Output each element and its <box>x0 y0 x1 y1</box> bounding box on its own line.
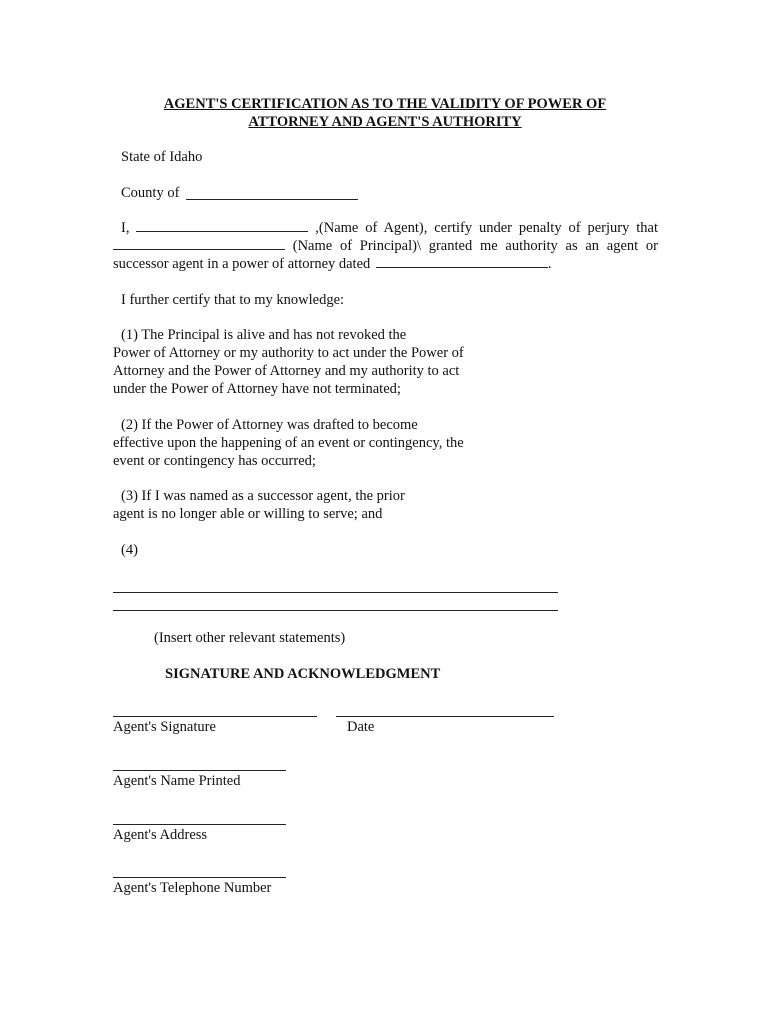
item4-label: (4) <box>121 542 138 558</box>
document-title-line-1: AGENT'S CERTIFICATION AS TO THE VALIDITY OF POWER OF <box>163 96 607 112</box>
agent-name-line[interactable] <box>113 770 286 771</box>
date-line[interactable] <box>336 716 554 717</box>
item4-blank-line-2[interactable] <box>113 610 558 611</box>
cert-line1-text: ,(Name of Agent), certify under penalty of perjury that <box>315 220 658 236</box>
item2-line-2: effective upon the happening of an event or contingency, the <box>113 435 464 451</box>
item1-line-2: Power of Attorney or my authority to act under the Power of <box>113 345 464 361</box>
agent-signature-label: Agent's Signature <box>113 719 216 735</box>
item2-line-3: event or contingency has occurred; <box>113 453 316 469</box>
state-text: State of Idaho <box>121 149 203 165</box>
cert-line2-text: (Name of Principal)\ granted me authority as an agent or <box>292 238 658 254</box>
insert-statements-note: (Insert other relevant statements) <box>154 630 346 646</box>
further-certify-text: I further certify that to my knowledge: <box>121 292 345 308</box>
agent-address-label: Agent's Address <box>113 827 208 843</box>
certification-line-3 <box>113 255 552 273</box>
agent-address-line[interactable] <box>113 824 286 825</box>
signature-heading: SIGNATURE AND ACKNOWLEDGMENT <box>165 666 441 682</box>
item1-line-1: (1) The Principal is alive and has not revoked the <box>121 327 407 343</box>
certification-line-1 <box>121 219 658 237</box>
item1-line-4: under the Power of Attorney have not terminated; <box>113 381 401 397</box>
item4-blank-line-1[interactable] <box>113 592 558 593</box>
agent-signature-line[interactable] <box>113 716 317 717</box>
county-blank[interactable] <box>186 199 358 200</box>
poa-date-blank[interactable] <box>376 255 548 268</box>
agent-name-blank[interactable] <box>136 219 308 232</box>
agent-phone-line[interactable] <box>113 877 286 878</box>
certification-line-2 <box>113 237 658 255</box>
item1-line-3: Attorney and the Power of Attorney and my authority to act <box>113 363 460 379</box>
principal-name-blank[interactable] <box>113 237 285 250</box>
county-label: County of <box>121 185 180 201</box>
item3-line-2: agent is no longer able or willing to serve; and <box>113 506 383 522</box>
agent-name-label: Agent's Name Printed <box>113 773 241 789</box>
date-label: Date <box>347 719 375 735</box>
item3-line-1: (3) If I was named as a successor agent, the prior <box>121 488 405 504</box>
cert-line3-period: . <box>547 256 552 272</box>
document-title-line-2: ATTORNEY AND AGENT'S AUTHORITY <box>248 114 522 130</box>
item2-line-1: (2) If the Power of Attorney was drafted to become <box>121 417 418 433</box>
cert-i: I, <box>121 220 130 236</box>
cert-line3-text: successor agent in a power of attorney dated <box>113 256 371 272</box>
agent-phone-label: Agent's Telephone Number <box>113 880 272 896</box>
